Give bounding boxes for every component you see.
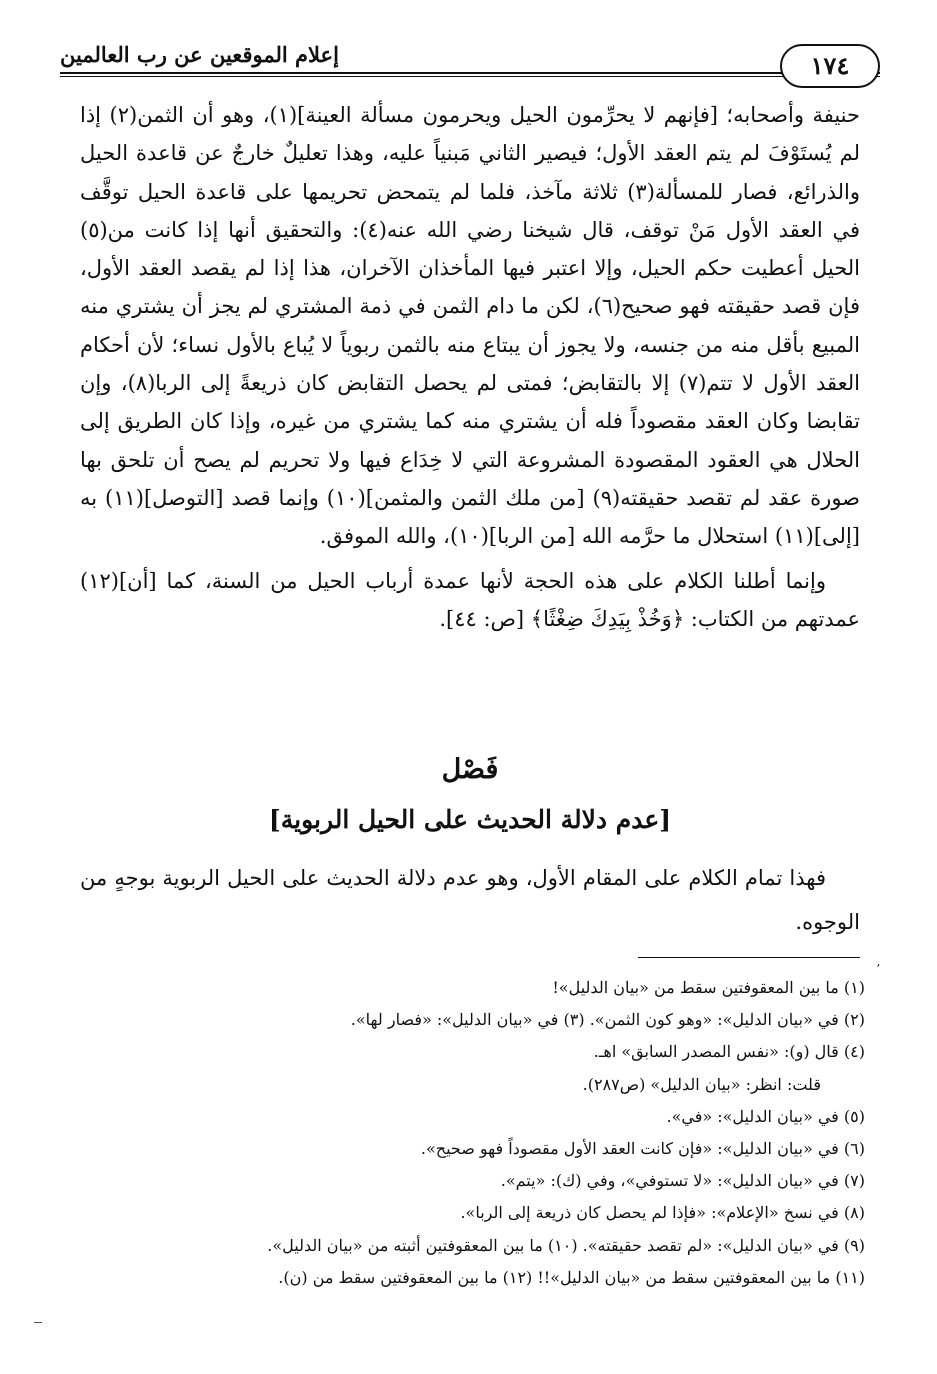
footnote-continuation: قلت: انظر: «بيان الدليل» (ص٢٨٧). xyxy=(582,1074,821,1094)
section-subheading: [عدم دلالة الحديث على الحيل الربوية] xyxy=(268,805,672,834)
header-rule-thin xyxy=(60,76,880,77)
stray-mark: ʼ xyxy=(876,962,880,976)
footnote: (٥) في «بيان الدليل»: «في». xyxy=(666,1106,865,1126)
header-rule xyxy=(60,72,880,74)
running-header xyxy=(60,42,880,82)
main-paragraph: وإنما أطلنا الكلام على هذه الحجة لأنها عمدة أرباب الحيل من السنة، كما [أن](١٢) عمدتهم من الكتاب: ﴿وَخُذْ بِيَدِكَ ضِغْثًا﴾ [ص: ٤٤]. xyxy=(80,568,860,631)
page-number: ١٧٤ xyxy=(780,44,880,88)
main-text xyxy=(80,96,860,638)
footnote: (٤) قال (و): «نفس المصدر السابق» اهـ. xyxy=(593,1042,865,1062)
section-text xyxy=(80,856,860,944)
book-title: إعلام الموقعين عن رب العالمين xyxy=(60,42,339,67)
footnote: (١١) ما بين المعقوفتين سقط من «بيان الدليل»!! (١٢) ما بين المعقوفتين سقط من (ن). xyxy=(278,1267,865,1287)
section-heading: فَصْل xyxy=(441,754,499,785)
footnote: (٧) في «بيان الدليل»: «لا تستوفي»، وفي (ك): «يتم». xyxy=(500,1171,865,1191)
footnote-separator xyxy=(638,957,860,958)
main-paragraph: حنيفة وأصحابه؛ [فإنهم لا يحرِّمون الحيل ويحرمون مسألة العينة](١)، وهو أن الثمن(٢) إذا لم يُستَوْفَ لم يتم العقد الأول؛ فيصير الثاني مَبنياً عليه، وهذا تعليلٌ خارجٌ عن قاعدة الحيل والذرائع، فصار للمسألة(٣) ثلاثة مآخذ، فلما لم يتمحض تحريمها على قاعدة الحيل توقَّف في العقد الأول مَنْ توقف، قال شيخنا رضي الله عنه(٤): والتحقيق أنها إذا كانت من(٥) الحيل أعطيت حكم الحيل، وإلا اعتبر فيها المأخذان الآخران، هذا إذا لم يقصد العقد الأول، فإن قصد حقيقته فهو صحيح(٦)، لكن ما دام الثمن في ذمة المشتري لم يجز أن يشتري منه المبيع بأقل منه من جنسه، ولا يجوز أن يبتاع منه بالثمن ربوياً لا يُباع بالأول نساء؛ لأن أحكام العقد الأول لا تتم(٧) إلا بالتقابض؛ فمتى لم يحصل التقابض كان ذريعةً إلى الربا(٨)، وإن تقابضا وكان العقد مقصوداً فله أن يشتري منه كما يشتري من غيره، وإذا كان الطريق إلى الحلال هي العقود المقصودة المشروعة التي لا خِدَاع فيها ولا تحريم لم يصح أن تلحق بها صورة عقد لم تقصد حقيقته(٩) [من ملك الثمن والمثمن](١٠) وإنما قصد [التوصل](١١) به [إلى](١١) استحلال ما حرَّمه الله [من الربا](١٠)، والله الموفق. xyxy=(80,103,861,549)
margin-mark xyxy=(34,1322,42,1323)
footnote: (٢) في «بيان الدليل»: «وهو كون الثمن». (٣) في «بيان الدليل»: «فصار لها». xyxy=(350,1010,865,1030)
footnote: (١) ما بين المعقوفتين سقط من «بيان الدليل»! xyxy=(552,978,865,997)
footnote: (٩) في «بيان الدليل»: «لم تقصد حقيقته». (١٠) ما بين المعقوفتين أثبته من «بيان الدليل». xyxy=(267,1235,865,1255)
footnote: (٨) في نسخ «الإعلام»: «فإذا لم يحصل كان ذريعة إلى الربا». xyxy=(460,1203,865,1223)
footnotes xyxy=(80,972,865,1294)
footnote: (٦) في «بيان الدليل»: «فإن كانت العقد الأول مقصوداً فهو صحيح». xyxy=(420,1139,865,1159)
section-paragraph: فهذا تمام الكلام على المقام الأول، وهو عدم دلالة الحديث على الحيل الربوية بوجهٍ من الوجوه. xyxy=(80,866,860,934)
